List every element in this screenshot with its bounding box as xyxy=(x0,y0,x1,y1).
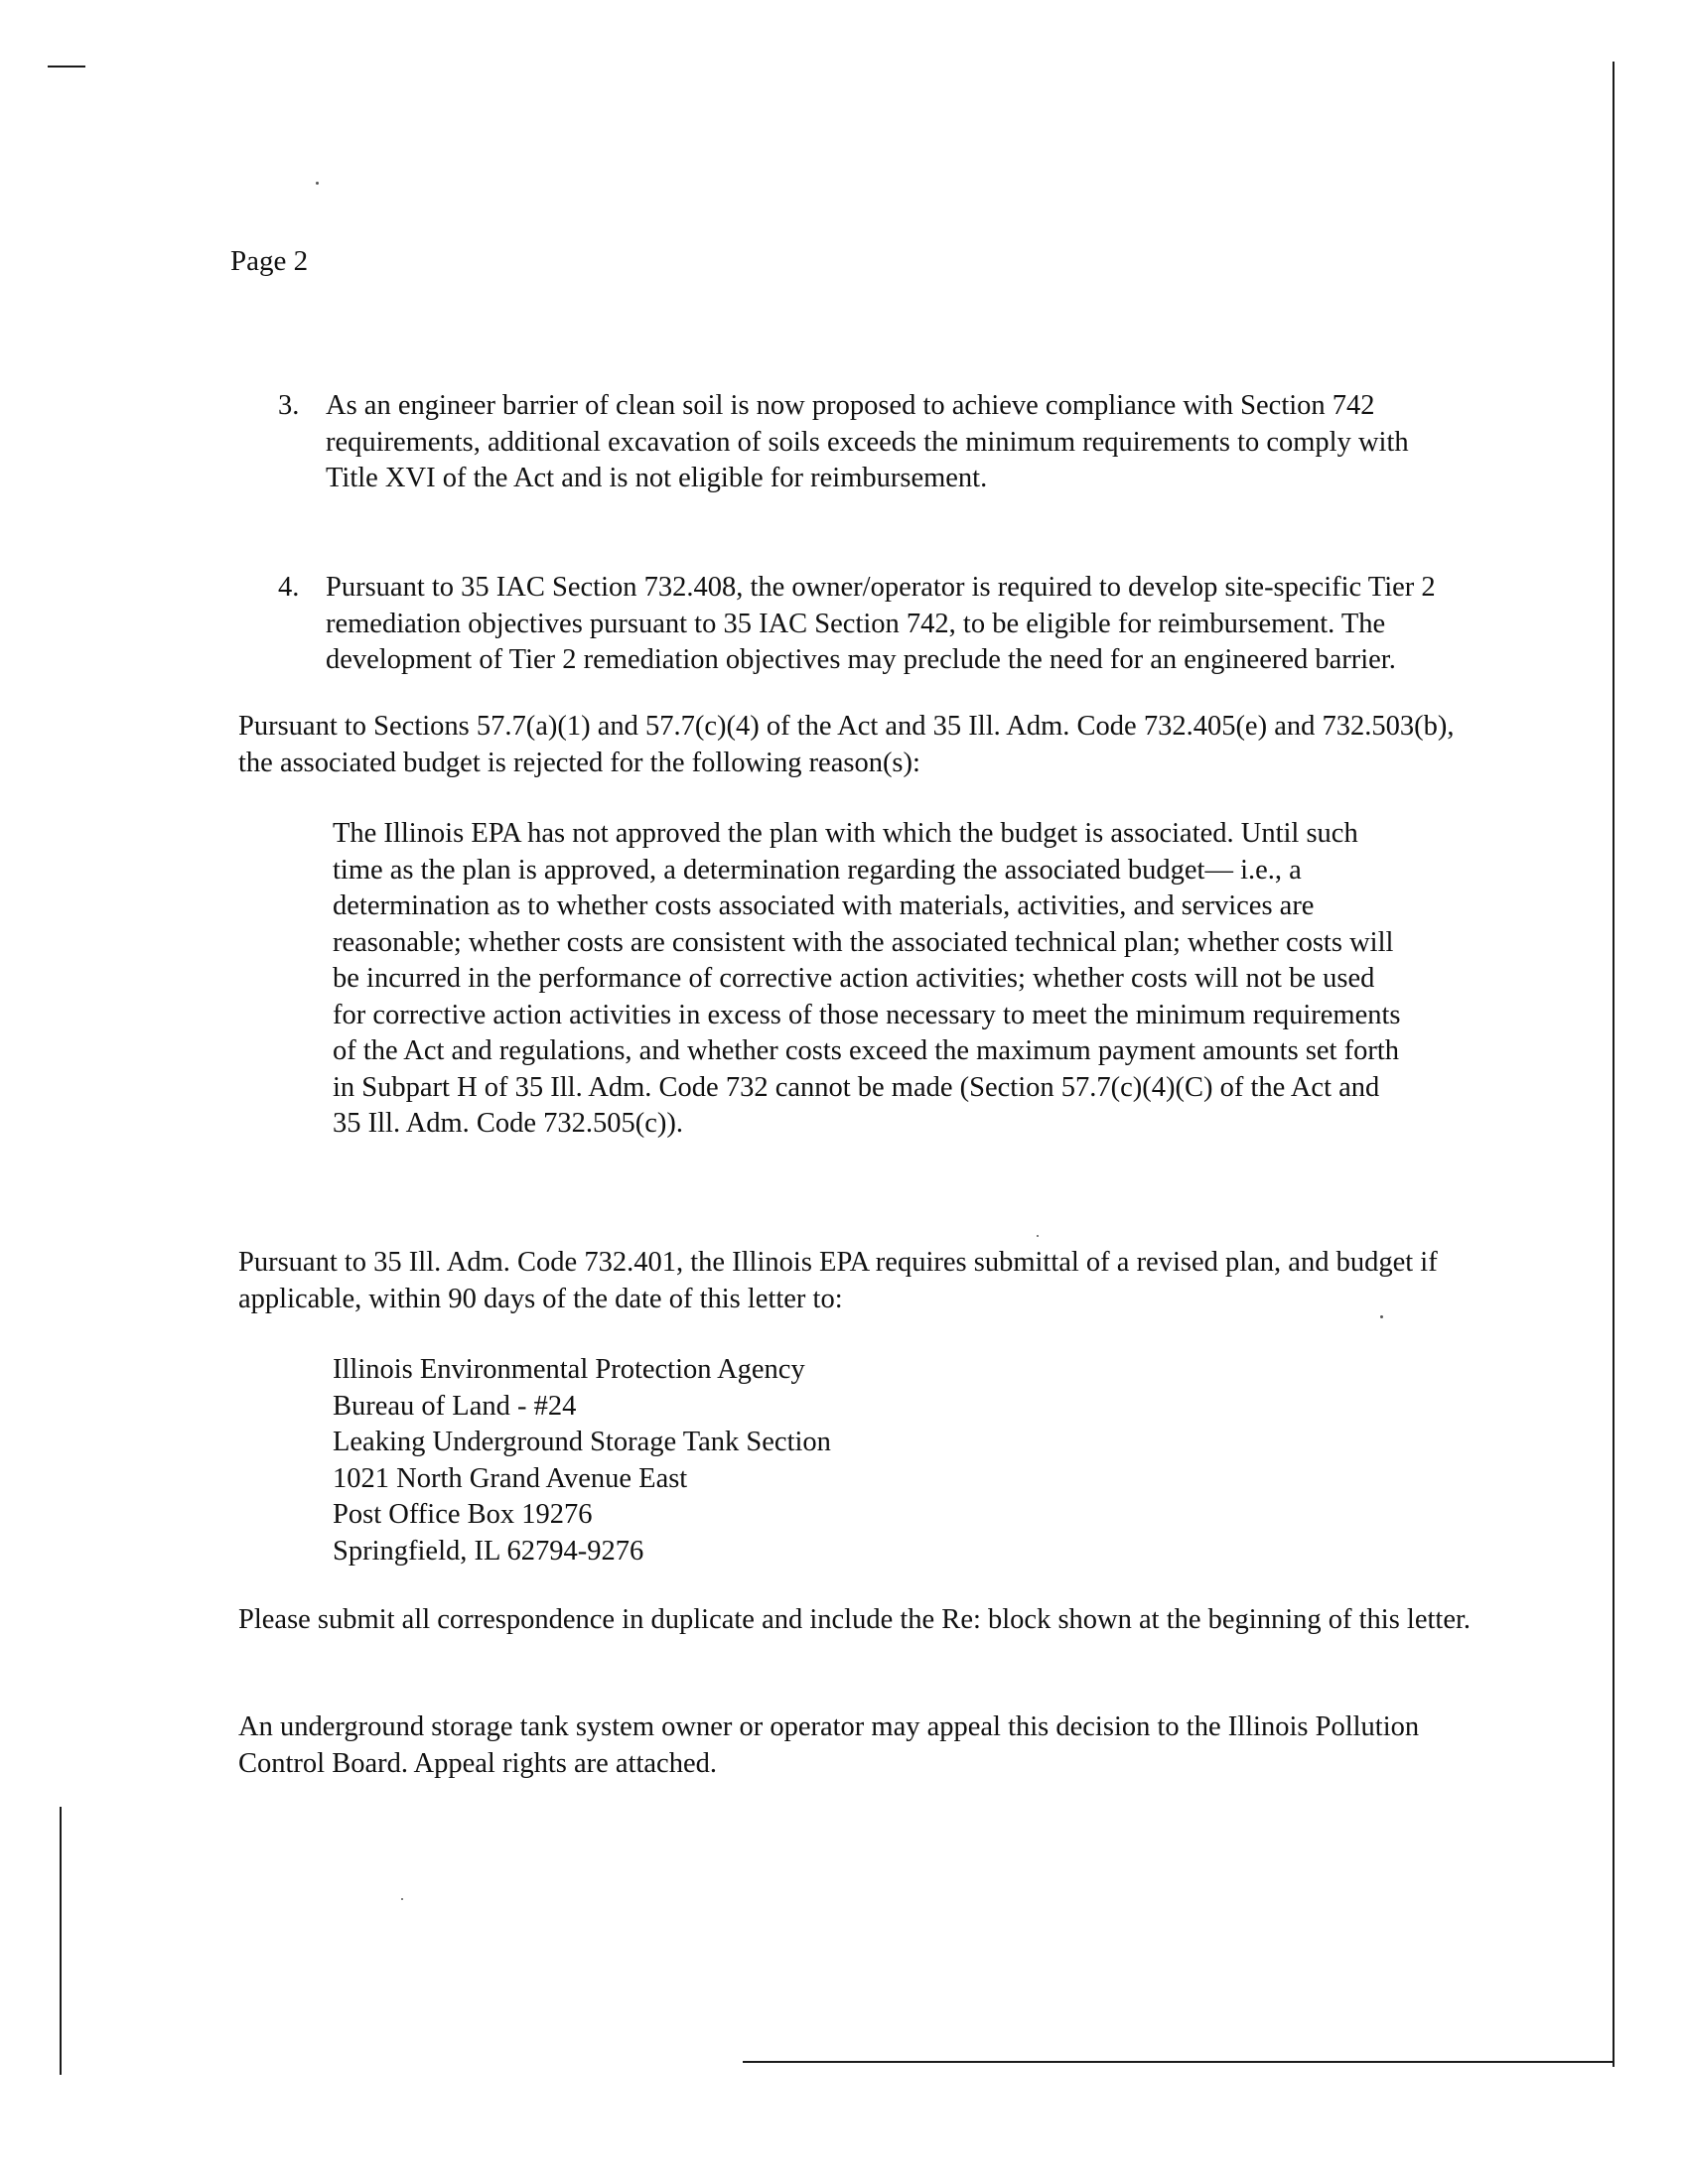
scan-speck xyxy=(1037,1235,1039,1237)
scan-speck xyxy=(316,182,319,185)
address-line: Bureau of Land - #24 xyxy=(333,1390,577,1422)
list-item-number: 4. xyxy=(278,572,300,603)
address-line: Illinois Environmental Protection Agency xyxy=(333,1354,805,1385)
address-line: Leaking Underground Storage Tank Section xyxy=(333,1427,831,1457)
budget-rejection-reason: The Illinois EPA has not approved the plan with which the budget is associated. Until such time as the plan is approved, a determination regarding the associated budget— i.e., a determination as to whether costs associated with materials, activities, and services are reasonable; whether costs are consistent with the associated technical plan; whether costs will be incurred in the performance of corrective action activities; whether costs will not be used for corrective action activities in excess of those necessary to meet the minimum requirements of the Act and regulations, and whether costs exceed the maximum payment amounts set forth in Subpart H of 35 Ill. Adm. Code 732 cannot be made (Section 57.7(c)(4)(C) of the Act and 35 Ill. Adm. Code 732.505(c)). xyxy=(333,818,1401,1139)
address-line: Springfield, IL 62794-9276 xyxy=(333,1535,644,1567)
list-item-text: Pursuant to 35 IAC Section 732.408, the owner/operator is required to develop site-specific Tier 2 remediation objectives pursuant to 35 IAC Section 742, to be eligible for reimbursement. The development of Tier 2 remediation objectives may preclude the need for an engineered barrier. xyxy=(326,572,1436,675)
address-line: Post Office Box 19276 xyxy=(333,1499,593,1530)
scan-speck xyxy=(401,1898,403,1900)
list-item-number: 3. xyxy=(278,390,300,421)
scan-edge-right xyxy=(1613,62,1614,2067)
appeal-notice: An underground storage tank system owner or operator may appeal this decision to the Illinois Pollution Control Board. Appeal rights are attached. xyxy=(238,1711,1420,1779)
submittal-intro: Pursuant to 35 Ill. Adm. Code 732.401, the Illinois EPA requires submittal of a revised plan, and budget if applicable, within 90 days of the date of this letter to: xyxy=(238,1247,1438,1314)
scan-mark-top-left xyxy=(48,66,85,68)
mailing-address xyxy=(333,1352,1425,1570)
correspondence-instructions: Please submit all correspondence in duplicate and include the Re: block shown at the beginning of this letter. xyxy=(238,1604,1472,1635)
address-line: 1021 North Grand Avenue East xyxy=(333,1462,688,1494)
list-item-text: As an engineer barrier of clean soil is now proposed to achieve compliance with Section 742 requirements, additional excavation of soils exceeds the minimum requirements to comply with Title XVI of the Act and is not eligible for reimbursement. xyxy=(326,390,1409,493)
page-number: Page 2 xyxy=(230,245,309,277)
scan-edge-bottom xyxy=(743,2061,1614,2063)
budget-rejection-intro: Pursuant to Sections 57.7(a)(1) and 57.7(c)(4) of the Act and 35 Ill. Adm. Code 732.405(e) and 732.503(b), the associated budget is rejected for the following reason(s): xyxy=(238,711,1455,778)
scan-edge-left-bottom xyxy=(60,1807,62,2075)
